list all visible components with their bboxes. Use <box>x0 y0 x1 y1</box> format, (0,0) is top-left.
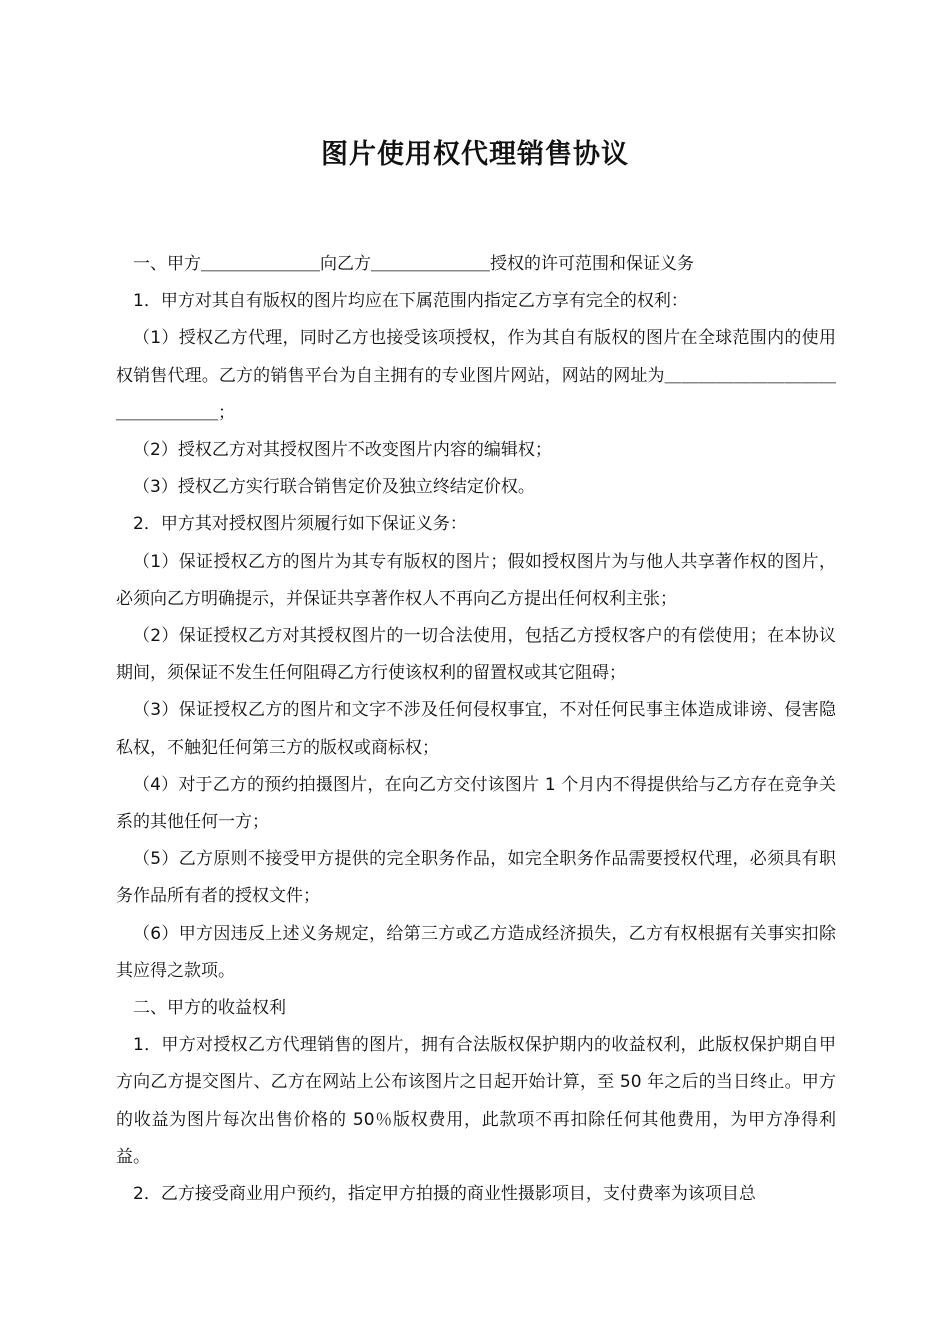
section-heading-2: 二、甲方的收益权利 <box>133 998 286 1019</box>
section-2-clause-1: 1．甲方对授权乙方代理销售的图片，拥有合法版权保护期内的收益权利，此版权保护期自甲方向乙方提交图片、乙方在网站上公布该图片之日起开始计算，至 50 年之后的当日终止。甲方的收益为图片每次出售价格的 50％版权费用，此款项不再扣除任何其他费用，为甲方净得利益。 <box>116 1035 836 1167</box>
clause-2-item-4: （4）对于乙方的预约拍摄图片，在向乙方交付该图片 1 个月内不得提供给与乙方存在竞争关系的其他任何一方； <box>116 774 836 833</box>
clause-2-item-1: （1）保证授权乙方的图片为其专有版权的图片；假如授权图片为与他人共享著作权的图片，必须向乙方明确提示，并保证共享著作权人不再向乙方提出任何权利主张； <box>116 551 836 609</box>
clause-1-item-3: （3）授权乙方实行联合销售定价及独立终结定价权。 <box>133 477 535 498</box>
clause-1: 1．甲方对其自有版权的图片均应在下属范围内指定乙方享有完全的权利： <box>133 291 688 312</box>
section-heading-1: 一、甲方＿＿＿＿＿＿＿向乙方＿＿＿＿＿＿＿授权的许可范围和保证义务 <box>133 254 694 274</box>
document-body <box>116 246 836 1213</box>
clause-1-item-1: （1）授权乙方代理，同时乙方也接受该项授权，作为其自有版权的图片在全球范围内的使用权销售代理。乙方的销售平台为自主拥有的专业图片网站，网站的网址为＿＿＿＿＿＿＿＿＿＿＿＿＿＿＿＿； <box>116 328 836 423</box>
clause-2-item-5: （5）乙方原则不接受甲方提供的完全职务作品，如完全职务作品需要授权代理，必须具有职务作品所有者的授权文件； <box>116 849 836 907</box>
clause-2: 2．甲方其对授权图片须履行如下保证义务： <box>133 514 467 535</box>
clause-1-item-2: （2）授权乙方对其授权图片不改变图片内容的编辑权； <box>133 440 552 461</box>
document-title: 图片使用权代理销售协议 <box>321 139 629 170</box>
clause-2-item-6: （6）甲方因违反上述义务规定，给第三方或乙方造成经济损失，乙方有权根据有关事实扣除其应得之款项。 <box>116 923 836 981</box>
clause-2-item-2: （2）保证授权乙方对其授权图片的一切合法使用，包括乙方授权客户的有偿使用；在本协议期间，须保证不发生任何阻碍乙方行使该权利的留置权或其它阻碍； <box>116 626 836 684</box>
clause-2-item-3: （3）保证授权乙方的图片和文字不涉及任何侵权事宜，不对任何民事主体造成诽谤、侵害隐私权，不触犯任何第三方的版权或商标权； <box>116 700 836 758</box>
section-2-clause-2: 2．乙方接受商业用户预约，指定甲方拍摄的商业性摄影项目，支付费率为该项目总 <box>133 1184 756 1205</box>
